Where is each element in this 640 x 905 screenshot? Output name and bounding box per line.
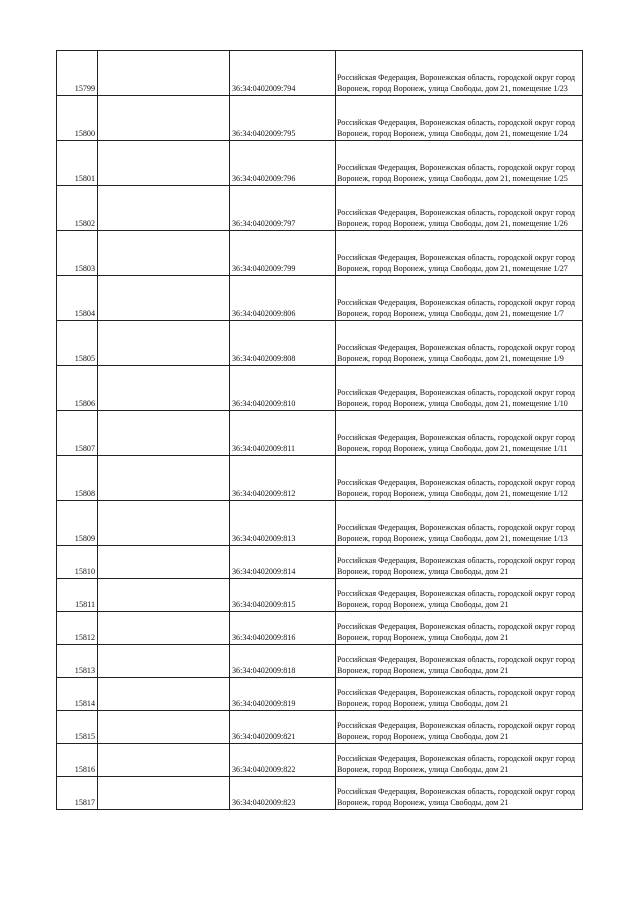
- empty-cell: [98, 141, 230, 186]
- table-row: [57, 276, 583, 321]
- table-row: [57, 711, 583, 744]
- address: Российская Федерация, Воронежская область, городской округ город Воронеж, город Воронеж, улица Свободы, дом 21, помещение 1/24: [336, 96, 583, 141]
- empty-cell: [98, 231, 230, 276]
- empty-cell: [98, 645, 230, 678]
- row-number: 15814: [57, 678, 98, 711]
- empty-cell: [98, 501, 230, 546]
- address: Российская Федерация, Воронежская область, городской округ город Воронеж, город Воронеж, улица Свободы, дом 21, помещение 1/10: [336, 366, 583, 411]
- row-number: 15817: [57, 777, 98, 810]
- registry-table: [56, 50, 583, 810]
- address: Российская Федерация, Воронежская область, городской округ город Воронеж, город Воронеж, улица Свободы, дом 21, помещение 1/26: [336, 186, 583, 231]
- address: Российская Федерация, Воронежская область, городской округ город Воронеж, город Воронеж, улица Свободы, дом 21: [336, 777, 583, 810]
- table-row: [57, 321, 583, 366]
- address: Российская Федерация, Воронежская область, городской округ город Воронеж, город Воронеж, улица Свободы, дом 21: [336, 744, 583, 777]
- address: Российская Федерация, Воронежская область, городской округ город Воронеж, город Воронеж, улица Свободы, дом 21: [336, 645, 583, 678]
- row-number: 15812: [57, 612, 98, 645]
- cadastral-number: 36:34:0402009:812: [230, 456, 336, 501]
- row-number: 15816: [57, 744, 98, 777]
- empty-cell: [98, 546, 230, 579]
- cadastral-number: 36:34:0402009:810: [230, 366, 336, 411]
- cadastral-number: 36:34:0402009:806: [230, 276, 336, 321]
- row-number: 15799: [57, 51, 98, 96]
- empty-cell: [98, 366, 230, 411]
- row-number: 15809: [57, 501, 98, 546]
- row-number: 15803: [57, 231, 98, 276]
- empty-cell: [98, 579, 230, 612]
- cadastral-number: 36:34:0402009:819: [230, 678, 336, 711]
- empty-cell: [98, 186, 230, 231]
- empty-cell: [98, 51, 230, 96]
- row-number: 15805: [57, 321, 98, 366]
- table-row: [57, 141, 583, 186]
- empty-cell: [98, 276, 230, 321]
- address: Российская Федерация, Воронежская область, городской округ город Воронеж, город Воронеж, улица Свободы, дом 21, помещение 1/9: [336, 321, 583, 366]
- empty-cell: [98, 96, 230, 141]
- cadastral-number: 36:34:0402009:811: [230, 411, 336, 456]
- address: Российская Федерация, Воронежская область, городской округ город Воронеж, город Воронеж, улица Свободы, дом 21, помещение 1/13: [336, 501, 583, 546]
- address: Российская Федерация, Воронежская область, городской округ город Воронеж, город Воронеж, улица Свободы, дом 21, помещение 1/7: [336, 276, 583, 321]
- address: Российская Федерация, Воронежская область, городской округ город Воронеж, город Воронеж, улица Свободы, дом 21, помещение 1/11: [336, 411, 583, 456]
- row-number: 15802: [57, 186, 98, 231]
- address: Российская Федерация, Воронежская область, городской округ город Воронеж, город Воронеж, улица Свободы, дом 21: [336, 612, 583, 645]
- cadastral-number: 36:34:0402009:823: [230, 777, 336, 810]
- table-row: [57, 411, 583, 456]
- empty-cell: [98, 678, 230, 711]
- registry-table-body: [57, 51, 583, 810]
- address: Российская Федерация, Воронежская область, городской округ город Воронеж, город Воронеж, улица Свободы, дом 21: [336, 678, 583, 711]
- row-number: 15804: [57, 276, 98, 321]
- table-row: [57, 546, 583, 579]
- cadastral-number: 36:34:0402009:797: [230, 186, 336, 231]
- cadastral-number: 36:34:0402009:794: [230, 51, 336, 96]
- empty-cell: [98, 612, 230, 645]
- row-number: 15810: [57, 546, 98, 579]
- table-row: [57, 186, 583, 231]
- table-row: [57, 51, 583, 96]
- row-number: 15801: [57, 141, 98, 186]
- row-number: 15808: [57, 456, 98, 501]
- address: Российская Федерация, Воронежская область, городской округ город Воронеж, город Воронеж, улица Свободы, дом 21, помещение 1/23: [336, 51, 583, 96]
- address: Российская Федерация, Воронежская область, городской округ город Воронеж, город Воронеж, улица Свободы, дом 21: [336, 711, 583, 744]
- row-number: 15807: [57, 411, 98, 456]
- cadastral-number: 36:34:0402009:795: [230, 96, 336, 141]
- table-row: [57, 612, 583, 645]
- empty-cell: [98, 411, 230, 456]
- table-row: [57, 366, 583, 411]
- table-row: [57, 777, 583, 810]
- table-row: [57, 645, 583, 678]
- cadastral-number: 36:34:0402009:799: [230, 231, 336, 276]
- address: Российская Федерация, Воронежская область, городской округ город Воронеж, город Воронеж, улица Свободы, дом 21: [336, 546, 583, 579]
- empty-cell: [98, 321, 230, 366]
- cadastral-number: 36:34:0402009:796: [230, 141, 336, 186]
- cadastral-number: 36:34:0402009:808: [230, 321, 336, 366]
- table-row: [57, 96, 583, 141]
- cadastral-number: 36:34:0402009:818: [230, 645, 336, 678]
- row-number: 15800: [57, 96, 98, 141]
- row-number: 15811: [57, 579, 98, 612]
- cadastral-number: 36:34:0402009:813: [230, 501, 336, 546]
- address: Российская Федерация, Воронежская область, городской округ город Воронеж, город Воронеж, улица Свободы, дом 21, помещение 1/25: [336, 141, 583, 186]
- empty-cell: [98, 777, 230, 810]
- table-row: [57, 579, 583, 612]
- row-number: 15815: [57, 711, 98, 744]
- address: Российская Федерация, Воронежская область, городской округ город Воронеж, город Воронеж, улица Свободы, дом 21: [336, 579, 583, 612]
- empty-cell: [98, 711, 230, 744]
- table-row: [57, 744, 583, 777]
- cadastral-number: 36:34:0402009:815: [230, 579, 336, 612]
- address: Российская Федерация, Воронежская область, городской округ город Воронеж, город Воронеж, улица Свободы, дом 21, помещение 1/12: [336, 456, 583, 501]
- row-number: 15806: [57, 366, 98, 411]
- row-number: 15813: [57, 645, 98, 678]
- document-page: [56, 50, 582, 810]
- table-row: [57, 678, 583, 711]
- cadastral-number: 36:34:0402009:814: [230, 546, 336, 579]
- cadastral-number: 36:34:0402009:822: [230, 744, 336, 777]
- address: Российская Федерация, Воронежская область, городской округ город Воронеж, город Воронеж, улица Свободы, дом 21, помещение 1/27: [336, 231, 583, 276]
- empty-cell: [98, 744, 230, 777]
- cadastral-number: 36:34:0402009:821: [230, 711, 336, 744]
- table-row: [57, 501, 583, 546]
- cadastral-number: 36:34:0402009:816: [230, 612, 336, 645]
- empty-cell: [98, 456, 230, 501]
- table-row: [57, 231, 583, 276]
- table-row: [57, 456, 583, 501]
